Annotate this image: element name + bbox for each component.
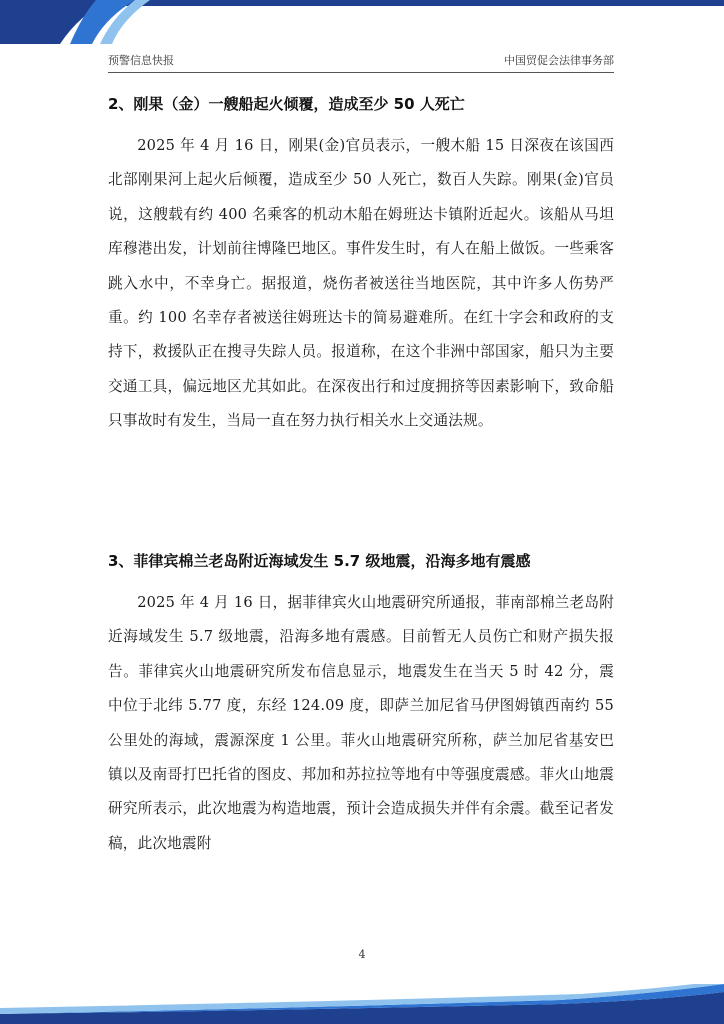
news-item-philippines-earthquake bbox=[108, 550, 614, 861]
header-decoration bbox=[0, 0, 724, 44]
header-department: 中国贸促会法律事务部 bbox=[504, 54, 614, 67]
section-heading: 3、菲律宾棉兰老岛附近海域发生 5.7 级地震，沿海多地有震感 bbox=[108, 552, 531, 570]
page-header bbox=[108, 50, 614, 73]
header-publication-title: 预警信息快报 bbox=[108, 54, 174, 67]
section-body: 2025 年 4 月 16 日，刚果(金)官员表示，一艘木船 15 日深夜在该国西北部刚果河上起火后倾覆，造成至少 50 人死亡，数百人失踪。刚果(金)官员说，这艘载有约 400 名乘客的机动木船在姆班达卡镇附近起火。该船从马坦库穆港出发，计划前往博隆巴地区。事件发生时，有人在船上做饭。一些乘客跳入水中，不幸身亡。据报道，烧伤者被送往当地医院，其中许多人伤势严重。约 100 名幸存者被送往姆班达卡的简易避难所。在红十字会和政府的支持下，救援队正在搜寻失踪人员。报道称，在这个非洲中部国家，船只为主要交通工具，偏远地区尤其如此。在深夜出行和过度拥挤等因素影响下，致命船只事故时有发生，当局一直在努力执行相关水上交通法规。 bbox=[108, 137, 614, 430]
page-number: 4 bbox=[358, 948, 366, 961]
footer-decoration bbox=[0, 984, 724, 1024]
section-heading: 2、刚果（金）一艘船起火倾覆，造成至少 50 人死亡 bbox=[108, 95, 465, 113]
section-body: 2025 年 4 月 16 日，据菲律宾火山地震研究所通报，菲南部棉兰老岛附近海域发生 5.7 级地震，沿海多地有震感。目前暂无人员伤亡和财产损失报告。菲律宾火山地震研究所发布信息显示，地震发生在当天 5 时 42 分，震中位于北纬 5.77 度，东经 124.09 度，即萨兰加尼省马伊图姆镇西南约 55 公里处的海域，震源深度 1 公里。菲火山地震研究所称，萨兰加尼省基安巴镇以及南哥打巴托省的图皮、邦加和苏拉拉等地有中等强度震感。菲火山地震研究所表示，此次地震为构造地震，预计会造成损失并伴有余震。截至记者发稿，此次地震附 bbox=[108, 594, 614, 852]
news-item-congo-boat-fire bbox=[108, 93, 614, 439]
